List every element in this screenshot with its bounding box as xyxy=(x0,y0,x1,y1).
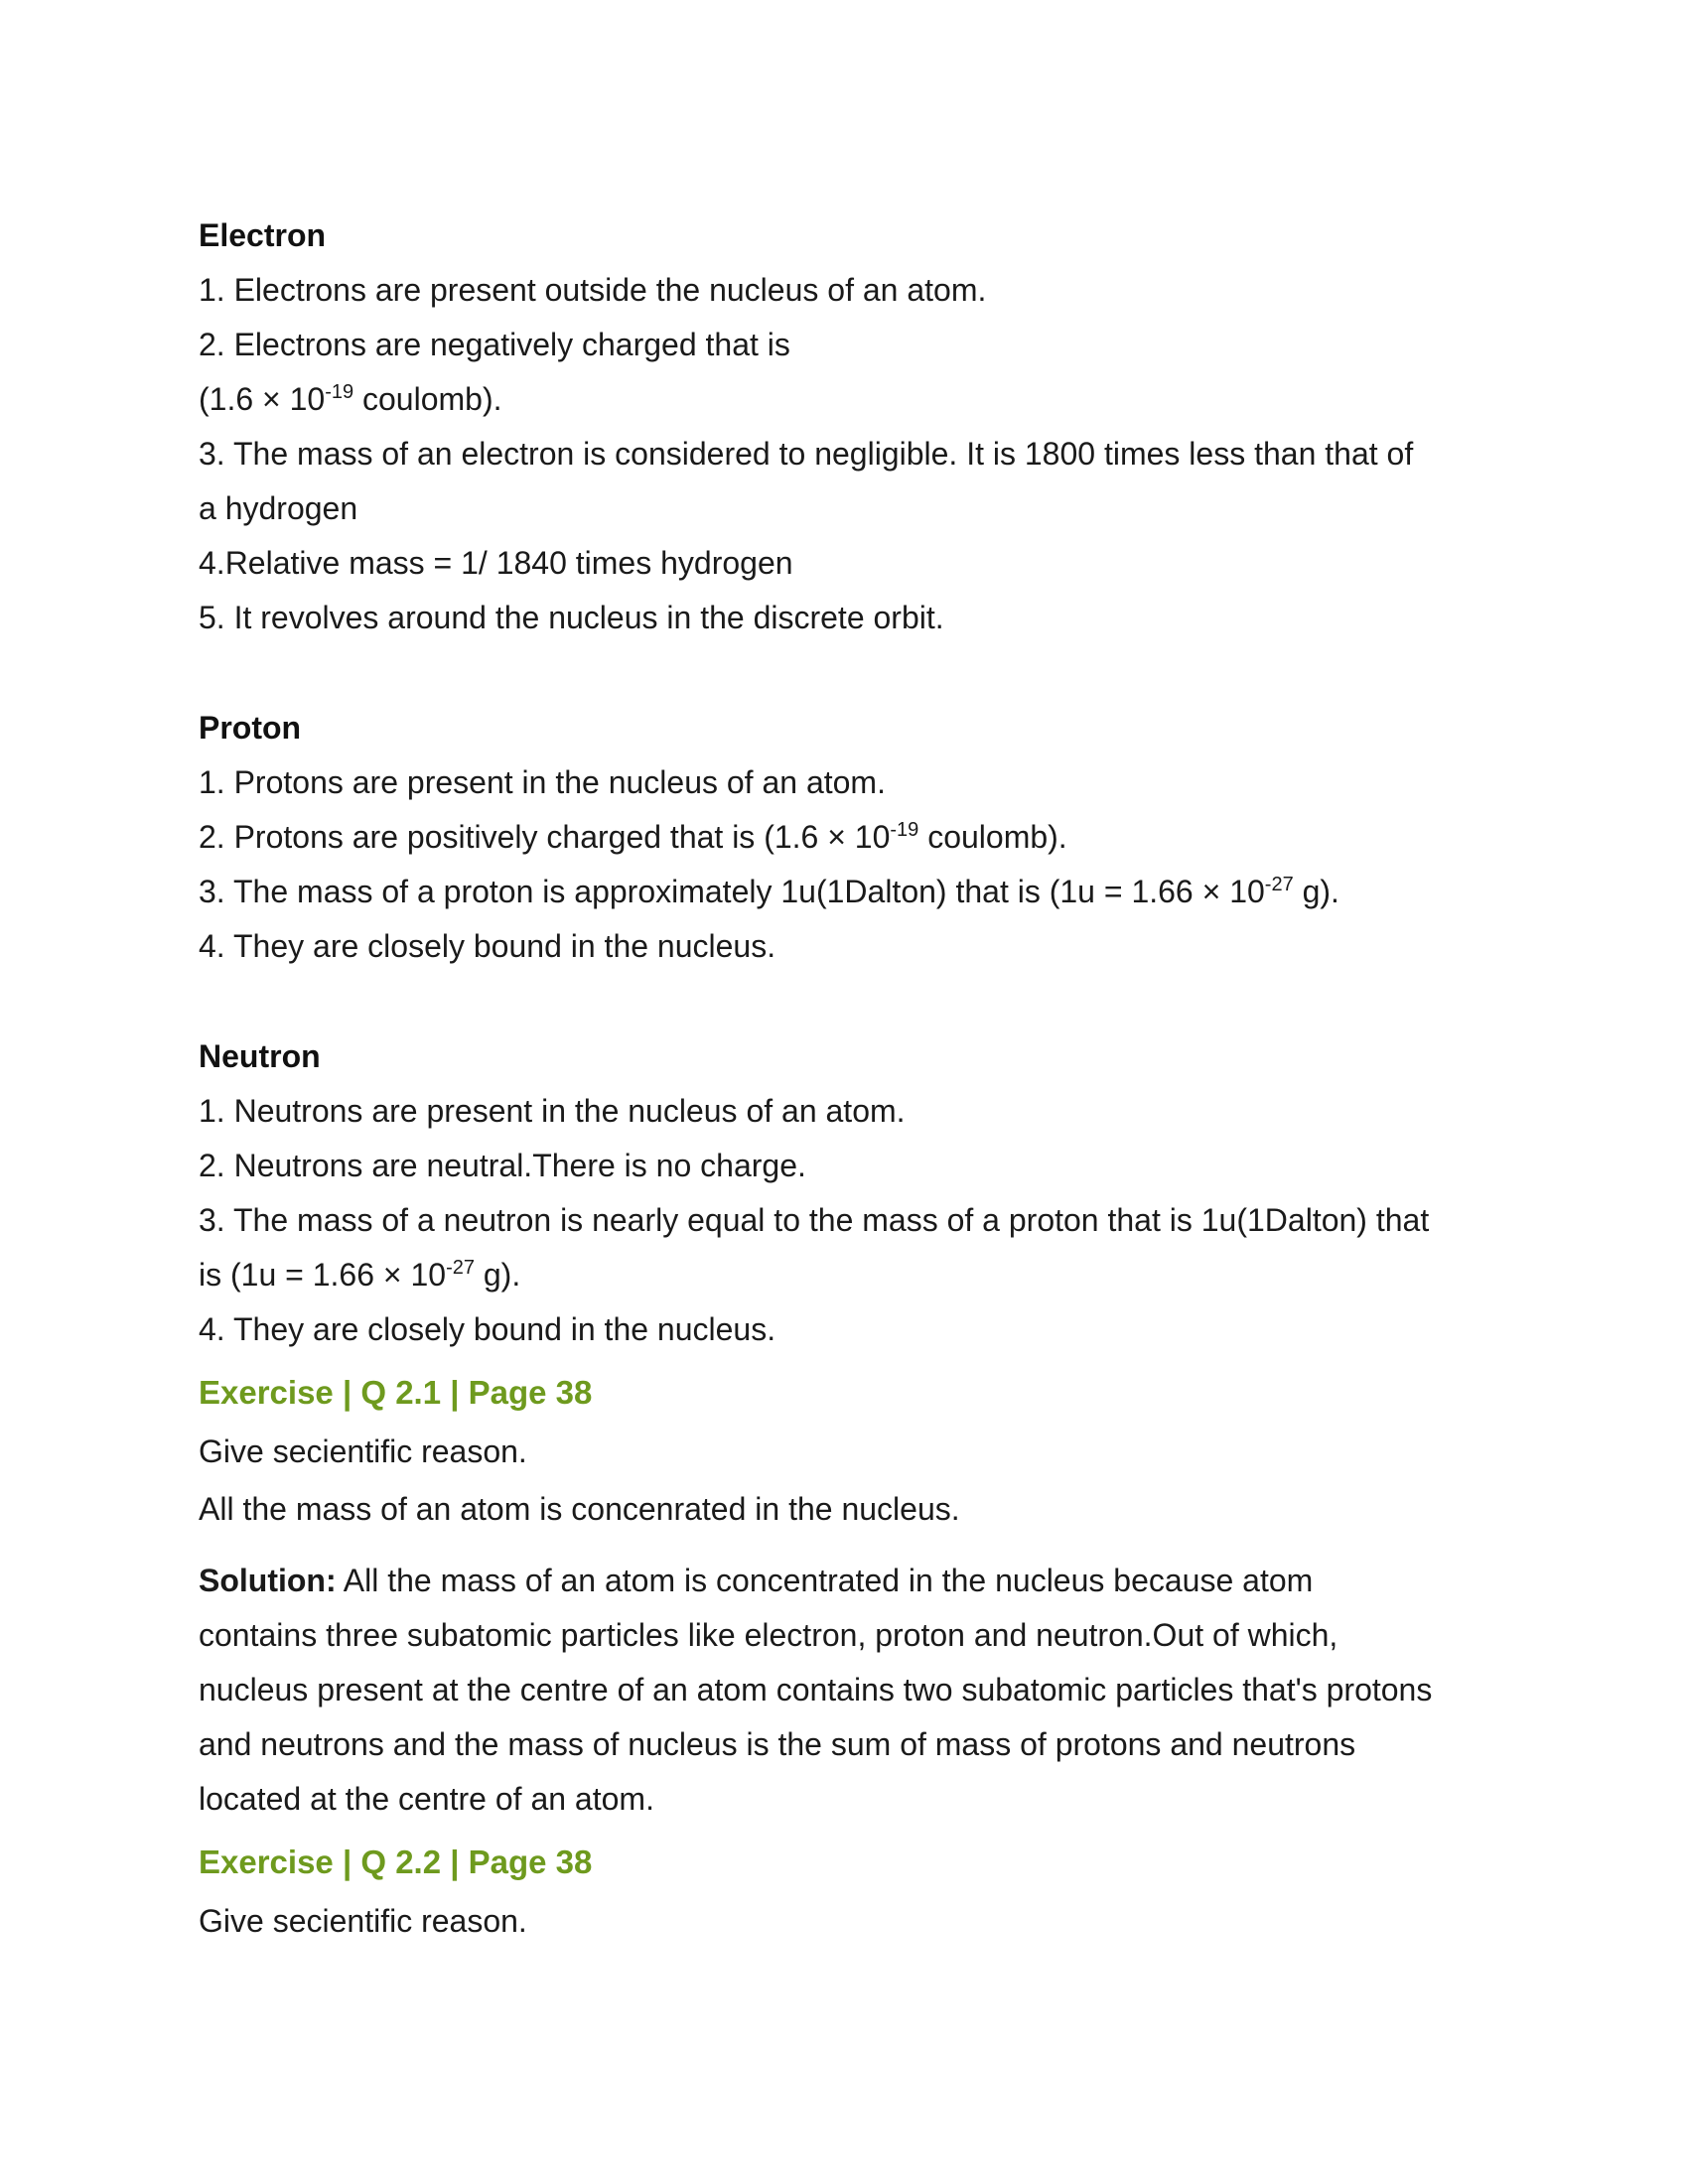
solution-line-4: and neutrons and the mass of nucleus is the sum of mass of protons and neutrons xyxy=(199,1726,1356,1762)
electron-point-1: 1. Electrons are present outside the nucleus of an atom. xyxy=(199,272,987,308)
neutron-point-2: 2. Neutrons are neutral.There is no charge. xyxy=(199,1148,806,1183)
section-spacer xyxy=(199,645,1509,701)
electron-point-4: 4.Relative mass = 1/ 1840 times hydrogen xyxy=(199,545,793,581)
question-instruction: Give secientific reason. xyxy=(199,1433,527,1469)
proton-point-3 xyxy=(199,865,1509,919)
electron-point-3: 3. The mass of an electron is considered to negligible. It is 1800 times less than that of xyxy=(199,436,1414,472)
proton-charge-text: 2. Protons are positively charged that is (1.6 × 10 xyxy=(199,819,891,855)
neutron-point-4: 4. They are closely bound in the nucleus. xyxy=(199,1311,776,1347)
proton-point-1: 1. Protons are present in the nucleus of an atom. xyxy=(199,764,886,800)
electron-heading: Electron xyxy=(199,217,327,253)
proton-charge-unit: coulomb). xyxy=(918,819,1067,855)
solution-block xyxy=(199,1554,1509,1827)
document-page xyxy=(199,208,1509,1950)
neutron-point-3-cont xyxy=(199,1248,1509,1302)
proton-charge-exponent: -19 xyxy=(890,819,919,841)
solution-line-2: contains three subatomic particles like electron, proton and neutron.Out of which, xyxy=(199,1617,1338,1653)
electron-charge-base: (1.6 × 10 xyxy=(199,381,326,417)
section-spacer xyxy=(199,974,1509,1029)
proton-heading: Proton xyxy=(199,710,302,746)
proton-point-2 xyxy=(199,810,1509,865)
electron-charge-exponent: -19 xyxy=(325,381,354,403)
neutron-heading: Neutron xyxy=(199,1038,321,1074)
electron-charge-unit: coulomb). xyxy=(353,381,502,417)
proton-mass-unit: g). xyxy=(1293,874,1339,909)
neutron-mass-exponent: -27 xyxy=(446,1257,475,1279)
proton-mass-exponent: -27 xyxy=(1264,874,1294,895)
electron-point-5: 5. It revolves around the nucleus in the discrete orbit. xyxy=(199,600,944,635)
question-instruction-2: Give secientific reason. xyxy=(199,1903,527,1939)
electron-charge-value xyxy=(199,372,1509,427)
solution-label: Solution: xyxy=(199,1563,337,1598)
proton-point-4: 4. They are closely bound in the nucleus. xyxy=(199,928,776,964)
exercise-heading-q2-1: Exercise | Q 2.1 | Page 38 xyxy=(199,1374,593,1411)
question-statement: All the mass of an atom is concenrated in the nucleus. xyxy=(199,1491,960,1527)
neutron-mass-text: is (1u = 1.66 × 10 xyxy=(199,1257,447,1293)
neutron-mass-unit: g). xyxy=(474,1257,521,1293)
solution-line-3: nucleus present at the centre of an atom contains two subatomic particles that's protons xyxy=(199,1672,1433,1707)
proton-mass-text: 3. The mass of a proton is approximately 1u(1Dalton) that is (1u = 1.66 × 10 xyxy=(199,874,1265,909)
solution-line-1 xyxy=(199,1554,1509,1608)
electron-point-3-cont: a hydrogen xyxy=(199,490,358,526)
neutron-point-1: 1. Neutrons are present in the nucleus of an atom. xyxy=(199,1093,906,1129)
solution-text-1: All the mass of an atom is concentrated in the nucleus because atom xyxy=(336,1563,1314,1598)
neutron-point-3: 3. The mass of a neutron is nearly equal to the mass of a proton that is 1u(1Dalton) that xyxy=(199,1202,1430,1238)
electron-point-2: 2. Electrons are negatively charged that is xyxy=(199,327,790,362)
solution-line-5: located at the centre of an atom. xyxy=(199,1781,654,1817)
exercise-heading-q2-2: Exercise | Q 2.2 | Page 38 xyxy=(199,1843,593,1880)
